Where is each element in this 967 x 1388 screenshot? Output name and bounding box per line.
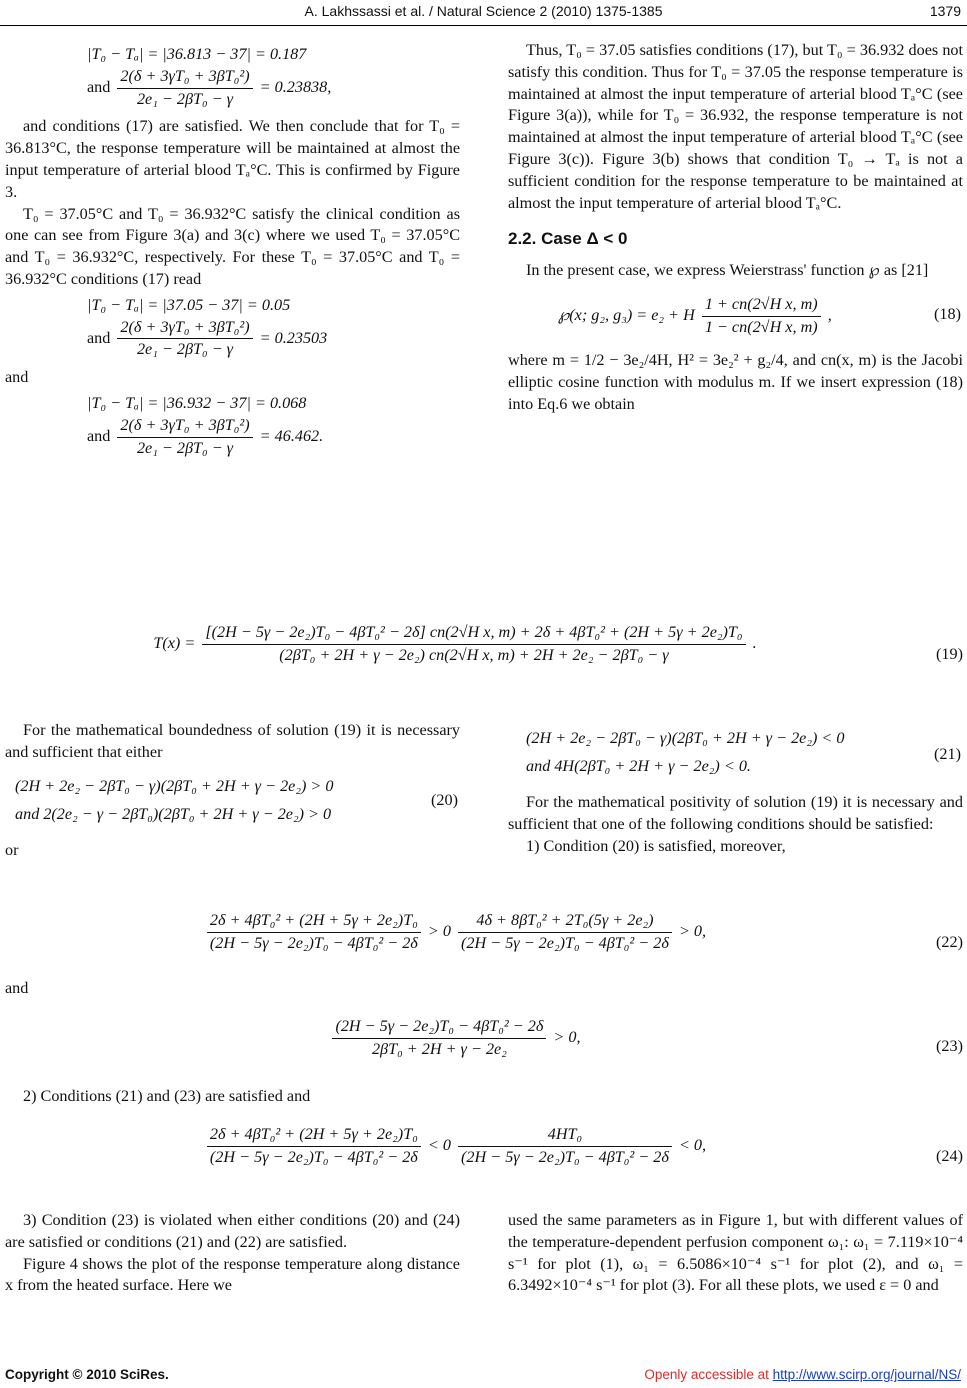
paragraph-thus: Thus, T₀ = 37.05 satisfies conditions (17), but T₀ = 36.932 does not satisfy this condition. Thus for T₀ = 37.05 the response temperature is maintained at almost the input temperature of arterial blood Tₐ°C (see Figure 3(a)), while for T₀ = 36.932, the response temperature is not maintained at almost the input temperature of arterial blood Tₐ°C (see Figure 3(c)). Figure 3(b) shows that condition T₀ → Tₐ is not a sufficient condition for the response temperature to be maintained at almost the input temperature of arterial blood Tₐ°C.: [508, 41, 963, 212]
equation-number-24: (24): [936, 1147, 963, 1165]
equation-block-b: [5, 295, 460, 361]
fraction-b: $\frac{\text{2(δ + 3γT₀ + 3βT₀²)}}{\text{2e₁ − 2βT₀ − γ}}$: [117, 317, 252, 362]
left-column-middle: [5, 720, 460, 861]
access-note: Openly accessible at http://www.scirp.org/journal/NS/: [644, 1367, 961, 1382]
equation-number-23: (23): [936, 1037, 963, 1055]
right-column: [508, 40, 963, 415]
equation-18: ℘(x; g₂, g₃) = e₂ + H $\frac{\text{1 + cn(2√H x, m)}}{\text{1 − cn(2√H x, m)}}$ , (18): [508, 286, 963, 344]
and-connector-2: and: [5, 979, 29, 997]
paragraph-condition-1: 1) Condition (20) is satisfied, moreover,: [526, 836, 786, 855]
equation-19: T(x) = [(2H − 5γ − 2e₂)T₀ − 4βT₀² − 2δ] cn(2√H x, m) + 2δ + 4βT₀² + (2H + 5γ + 2e₂)T₀ (2βT₀ + 2H + γ − 2e₂) cn(2√H x, m) + 2H + 2e₂ − 2βT₀ − γ . (19): [5, 616, 965, 692]
equation-22: $\frac{\text{2δ + 4βT₀² + (2H + 5γ + 2e₂)T₀}}{\text{(2H − 5γ − 2e₂)T₀ − 4βT₀² − 2δ}}$ > 0 $\frac{\text{4δ + 8βT₀² + 2T₀(5γ + 2e₂)}}{\text{(2H − 5γ − 2e₂)T₀ − 4βT₀² − 2δ}}$ > 0, (22): [5, 904, 965, 974]
running-title: A. Lakhssassi et al. / Natural Science 2 (2010) 1375-1385: [304, 3, 663, 19]
running-header: [0, 3, 967, 23]
paragraph-figure4: Figure 4 shows the plot of the response temperature along distance x from the heated surface. Here we: [5, 1254, 460, 1295]
paragraph-conclusion: and conditions (17) are satisfied. We then conclude that for T₀ = 36.813°C, the response temperature will be maintained at almost the input temperature of arterial blood Tₐ°C. This is confirmed by Figure 3.: [5, 117, 460, 201]
equation-abs-b: |T₀ − Tₐ| = |37.05 − 37| = 0.05: [87, 295, 291, 314]
equation-abs-a: |T₀ − Tₐ| = |36.813 − 37| = 0.187: [87, 45, 307, 63]
equation-ratio-a: and $\frac{\text{2(δ + 3γT₀ + 3βT₀²)}}{\text{2e₁ − 2βT₀ − γ}}$ = 0.23838,: [87, 66, 460, 111]
equation-20: (2H + 2e₂ − 2βT₀ − γ)(2βT₀ + 2H + γ − 2e₂) > 0 and 2(2e₂ − γ − 2βT₀)(2βT₀ + 2H + γ − 2e₂) > 0 (20): [15, 776, 458, 823]
equation-24: $\frac{\text{2δ + 4βT₀² + (2H + 5γ + 2e₂)T₀}}{\text{(2H − 5γ − 2e₂)T₀ − 4βT₀² − 2δ}}$ < 0 $\frac{\text{4HT₀}}{\text{(2H − 5γ − 2e₂)T₀ − 4βT₀² − 2δ}}$ < 0, (24): [5, 1118, 965, 1188]
fraction-19: [(2H − 5γ − 2e₂)T₀ − 4βT₀² − 2δ] cn(2√H x, m) + 2δ + 4βT₀² + (2H + 5γ + 2e₂)T₀ (2βT₀ + 2H + γ − 2e₂) cn(2√H x, m) + 2H + 2e₂ − 2βT₀ − γ: [202, 622, 745, 667]
paragraph-weierstrass: In the present case, we express Weierstrass' function ℘ as [21]: [526, 261, 929, 280]
section-heading: 2.2. Case Δ < 0: [508, 229, 628, 249]
equation-block-a: [5, 44, 460, 110]
left-column-bottom: [5, 1210, 460, 1297]
equation-number-18: (18): [934, 304, 961, 323]
fraction-c: $\frac{\text{2(δ + 3γT₀ + 3βT₀²)}}{\text{2e₁ − 2βT₀ − γ}}$: [117, 415, 252, 460]
page-number: 1379: [929, 3, 961, 19]
journal-link[interactable]: http://www.scirp.org/journal/NS/: [772, 1367, 961, 1382]
equation-abs-c: |T₀ − Tₐ| = |36.932 − 37| = 0.068: [87, 393, 307, 412]
fraction-24a: $\frac{\text{2δ + 4βT₀² + (2H + 5γ + 2e₂)T₀}}{\text{(2H − 5γ − 2e₂)T₀ − 4βT₀² − 2δ}}$: [207, 1124, 421, 1169]
paragraph-positivity: For the mathematical positivity of solution (19) it is necessary and sufficient that one of the following conditions should be satisfied:: [508, 793, 963, 833]
paragraph-parameters: used the same parameters as in Figure 1, but with different values of the temperature-dependent perfusion component ω₁: ω₁ = 7.119×10⁻⁴ s⁻¹ for plot (1), ω₁ = 6.5086×10⁻⁴ s⁻¹ for plot (2), and ω₁ = 6.3492×10⁻⁴ s⁻¹ for plot (3). For all these plots, we used ε = 0 and: [508, 1211, 963, 1295]
left-column: [5, 40, 460, 465]
paragraph-condition-2: 2) Conditions (21) and (23) are satisfied and: [23, 1087, 311, 1105]
equation-block-c: [5, 393, 460, 459]
right-column-bottom: [508, 1210, 963, 1297]
equation-23: $\frac{\text{(2H − 5γ − 2e₂)T₀ − 4βT₀² − 2δ}}{\text{2βT₀ + 2H + γ − 2e₂}}$ > 0, (23): [5, 1010, 965, 1076]
or-connector: or: [5, 840, 19, 859]
fraction-18: $\frac{\text{1 + cn(2√H x, m)}}{\text{1 − cn(2√H x, m)}}$: [702, 294, 821, 339]
equation-number-20: (20): [431, 790, 458, 809]
equation-number-21: (21): [934, 745, 961, 763]
equation-number-19: (19): [936, 645, 963, 663]
fraction-23: $\frac{\text{(2H − 5γ − 2e₂)T₀ − 4βT₀² − 2δ}}{\text{2βT₀ + 2H + γ − 2e₂}}$: [332, 1016, 546, 1061]
right-column-middle: [508, 724, 963, 857]
copyright: Copyright © 2010 SciRes.: [5, 1367, 169, 1382]
equation-ratio-c: and $\frac{\text{2(δ + 3γT₀ + 3βT₀²)}}{\text{2e₁ − 2βT₀ − γ}}$ = 46.462.: [87, 415, 460, 460]
paragraph-where: where m = 1/2 − 3e₂/4H, H² = 3e₂² + g₂/4, and cn(x, m) is the Jacobi elliptic cosine function with modulus m. If we insert expression (18) into Eq.6 we obtain: [508, 350, 963, 413]
fraction-a: $\frac{\text{2(δ + 3γT₀ + 3βT₀²)}}{\text{2e₁ − 2βT₀ − γ}}$: [117, 66, 252, 111]
paragraph-condition-3: 3) Condition (23) is violated when either conditions (20) and (24) are satisfied or conditions (21) and (22) are satisfied.: [5, 1211, 460, 1251]
fraction-22b: $\frac{\text{4δ + 8βT₀² + 2T₀(5γ + 2e₂)}}{\text{(2H − 5γ − 2e₂)T₀ − 4βT₀² − 2δ}}$: [458, 910, 672, 955]
paragraph-clinical: T₀ = 37.05°C and T₀ = 36.932°C satisfy the clinical condition as one can see from Figure 3(a) and 3(c) where we used T₀ = 37.05°C and T₀ = 36.932°C, respectively. For these T₀ = 37.05°C and T₀ = 36.932°C conditions (17) read: [5, 204, 460, 288]
and-connector: and: [5, 368, 29, 387]
fraction-24b: $\frac{\text{4HT₀}}{\text{(2H − 5γ − 2e₂)T₀ − 4βT₀² − 2δ}}$: [458, 1124, 672, 1169]
page-footer: [0, 1364, 967, 1386]
equation-number-22: (22): [936, 933, 963, 951]
fraction-22a: $\frac{\text{2δ + 4βT₀² + (2H + 5γ + 2e₂)T₀}}{\text{(2H − 5γ − 2e₂)T₀ − 4βT₀² − 2δ}}$: [207, 910, 421, 955]
equation-ratio-b: and $\frac{\text{2(δ + 3γT₀ + 3βT₀²)}}{\text{2e₁ − 2βT₀ − γ}}$ = 0.23503: [87, 317, 460, 362]
paragraph-boundedness: For the mathematical boundedness of solution (19) it is necessary and sufficient that either: [5, 721, 460, 761]
header-rule: [0, 25, 967, 26]
equation-21: (2H + 2e₂ − 2βT₀ − γ)(2βT₀ + 2H + γ − 2e₂) < 0 and 4H(2βT₀ + 2H + γ − 2e₂) < 0. (21): [526, 729, 961, 775]
